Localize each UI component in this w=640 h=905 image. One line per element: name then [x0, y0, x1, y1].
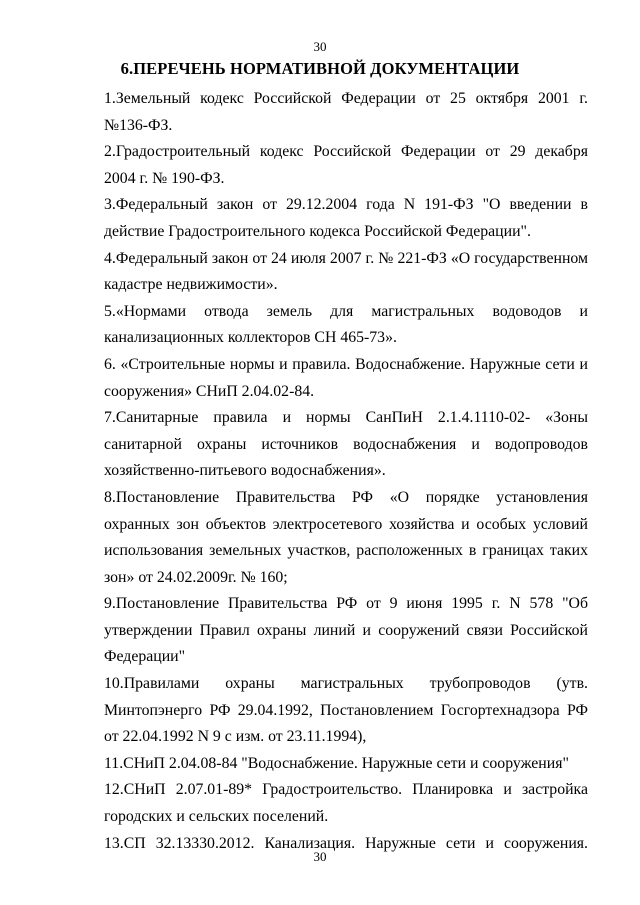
document-item-1: 1.Земельный кодекс Российской Федерации от 25 октября 2001 г. №136-ФЗ. [104, 90, 588, 134]
document-item-8: 8.Постановление Правительства РФ «О порядке установления охранных зон объектов электросетевого хозяйства и особых условий использования земельных участков, расположенных в границах таких зон» от 24.02.2009г. № 160; [104, 488, 588, 586]
page-title: 6.ПЕРЕЧЕНЬ НОРМАТИВНОЙ ДОКУМЕНТАЦИИ [120, 59, 520, 78]
document-item-2: 2.Градостроительный кодекс Российской Федерации от 29 декабря 2004 г. № 190-ФЗ. [104, 143, 588, 187]
normative-documents-list [104, 86, 588, 857]
document-item-13: 13.СП 32.13330.2012. Канализация. Наружные сети и сооружения. [104, 834, 588, 852]
document-item-3: 3.Федеральный закон от 29.12.2004 года N 191-ФЗ "О введении в действие Градостроительного кодекса Российской Федерации". [104, 196, 588, 240]
document-item-4: 4.Федеральный закон от 24 июля 2007 г. № 221-ФЗ «О государственном кадастре недвижимости». [104, 249, 588, 294]
page-number-bottom: 30 [313, 849, 327, 864]
document-item-11: 11.СНиП 2.04.08-84 "Водоснабжение. Наружные сети и сооружения" [104, 754, 569, 772]
document-item-9: 9.Постановление Правительства РФ от 9 июня 1995 г. N 578 "Об утверждении Правил охраны линий и сооружений связи Российской Федерации" [104, 595, 588, 666]
page-number-top: 30 [313, 39, 327, 54]
document-item-6: 6. «Строительные нормы и правила. Водоснабжение. Наружные сети и сооружения» СНиП 2.04.02-84. [104, 355, 588, 400]
document-item-12: 12.СНиП 2.07.01-89* Градостроительство. Планировка и застройка городских и сельских поселений. [104, 781, 588, 826]
document-item-5: 5.«Нормами отвода земель для магистральных водоводов и канализационных коллекторов СН 465-73». [104, 302, 588, 347]
document-item-10: 10.Правилами охраны магистральных трубопроводов (утв. Минтопэнерго РФ 29.04.1992, Постановлением Госгортехнадзора РФ от 22.04.1992 N 9 с изм. от 23.11.1994), [104, 675, 588, 746]
document-item-7: 7.Санитарные правила и нормы СанПиН 2.1.4.1110-02- «Зоны санитарной охраны источников водоснабжения и водопроводов хозяйственно-питьевого водоснабжения». [104, 409, 588, 480]
